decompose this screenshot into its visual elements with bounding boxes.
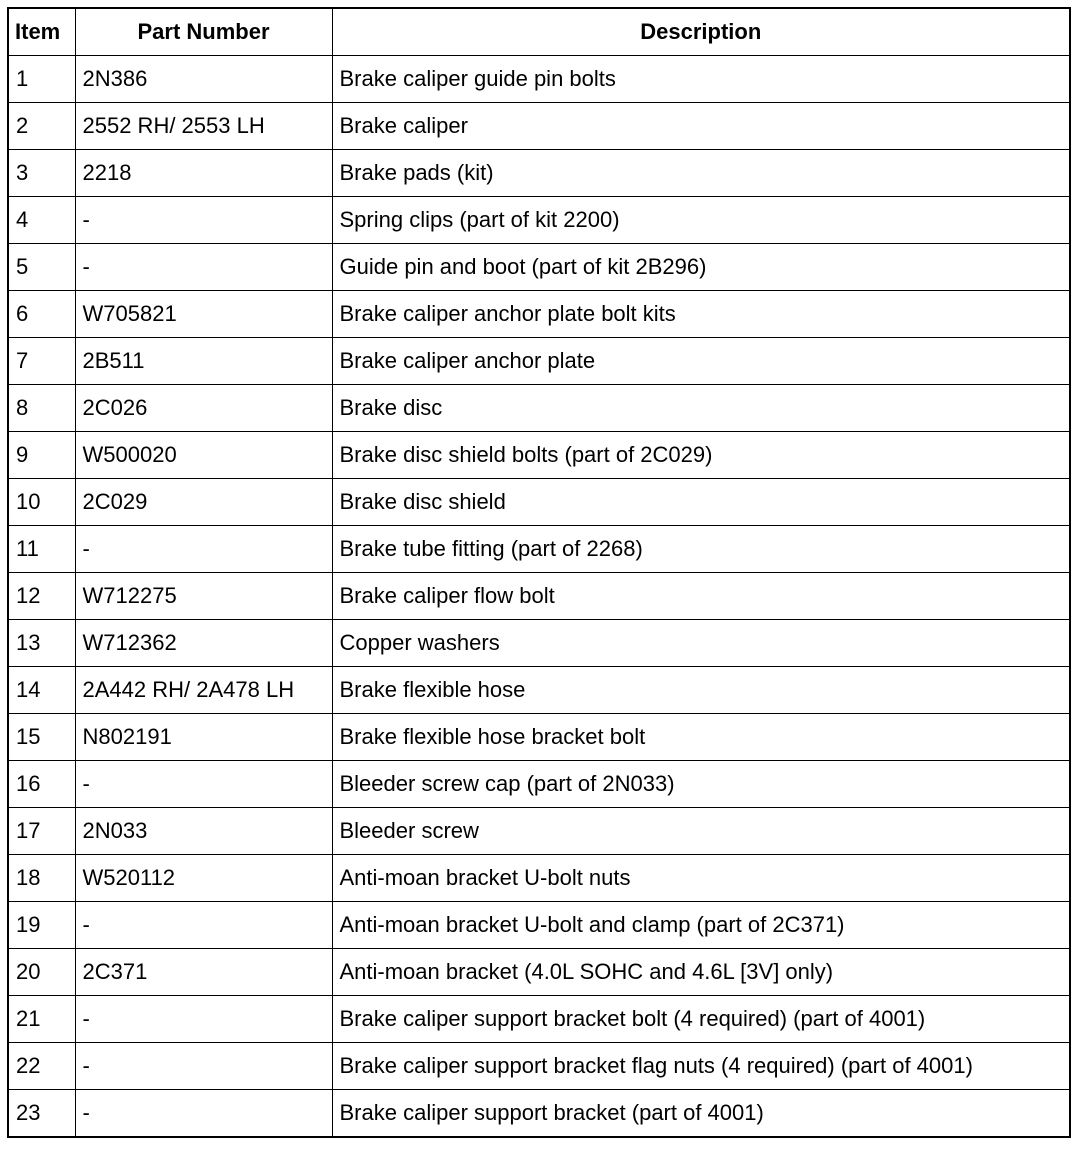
- table-row: [8, 808, 1070, 855]
- cell-part-number: 2552 RH/ 2553 LH: [75, 103, 332, 150]
- cell-description: Brake disc shield: [332, 479, 1070, 526]
- header-row: [8, 8, 1070, 56]
- table-row: [8, 197, 1070, 244]
- cell-part-number: 2C029: [75, 479, 332, 526]
- cell-item: 12: [8, 573, 75, 620]
- cell-item: 3: [8, 150, 75, 197]
- cell-part-number: 2N033: [75, 808, 332, 855]
- cell-item: 14: [8, 667, 75, 714]
- cell-item: 7: [8, 338, 75, 385]
- cell-description: Spring clips (part of kit 2200): [332, 197, 1070, 244]
- table-row: [8, 996, 1070, 1043]
- cell-part-number: W712362: [75, 620, 332, 667]
- cell-item: 15: [8, 714, 75, 761]
- table-row: [8, 150, 1070, 197]
- cell-item: 5: [8, 244, 75, 291]
- cell-item: 2: [8, 103, 75, 150]
- cell-description: Brake tube fitting (part of 2268): [332, 526, 1070, 573]
- cell-part-number: -: [75, 996, 332, 1043]
- table-row: [8, 1043, 1070, 1090]
- table-row: [8, 432, 1070, 479]
- table-row: [8, 573, 1070, 620]
- cell-part-number: -: [75, 1090, 332, 1138]
- cell-description: Brake pads (kit): [332, 150, 1070, 197]
- cell-item: 4: [8, 197, 75, 244]
- column-header-item: Item: [8, 8, 75, 56]
- cell-item: 21: [8, 996, 75, 1043]
- table-row: [8, 526, 1070, 573]
- cell-description: Anti-moan bracket (4.0L SOHC and 4.6L [3V] only): [332, 949, 1070, 996]
- table-row: [8, 244, 1070, 291]
- table-row: [8, 56, 1070, 103]
- cell-description: Brake disc shield bolts (part of 2C029): [332, 432, 1070, 479]
- cell-part-number: N802191: [75, 714, 332, 761]
- cell-item: 23: [8, 1090, 75, 1138]
- table-row: [8, 902, 1070, 949]
- cell-part-number: -: [75, 244, 332, 291]
- cell-part-number: W500020: [75, 432, 332, 479]
- cell-item: 16: [8, 761, 75, 808]
- cell-item: 13: [8, 620, 75, 667]
- cell-part-number: 2A442 RH/ 2A478 LH: [75, 667, 332, 714]
- cell-item: 6: [8, 291, 75, 338]
- cell-description: Brake caliper flow bolt: [332, 573, 1070, 620]
- cell-part-number: 2C026: [75, 385, 332, 432]
- table-row: [8, 949, 1070, 996]
- cell-part-number: 2218: [75, 150, 332, 197]
- parts-table: [7, 7, 1071, 1138]
- cell-description: Bleeder screw: [332, 808, 1070, 855]
- column-header-part-number: Part Number: [75, 8, 332, 56]
- table-row: [8, 761, 1070, 808]
- cell-item: 9: [8, 432, 75, 479]
- cell-item: 8: [8, 385, 75, 432]
- cell-part-number: 2B511: [75, 338, 332, 385]
- cell-item: 18: [8, 855, 75, 902]
- table-body: [8, 56, 1070, 1138]
- cell-description: Brake caliper support bracket bolt (4 required) (part of 4001): [332, 996, 1070, 1043]
- cell-part-number: -: [75, 526, 332, 573]
- cell-part-number: -: [75, 902, 332, 949]
- cell-description: Guide pin and boot (part of kit 2B296): [332, 244, 1070, 291]
- cell-part-number: 2C371: [75, 949, 332, 996]
- cell-part-number: -: [75, 761, 332, 808]
- cell-description: Brake caliper: [332, 103, 1070, 150]
- cell-description: Brake caliper anchor plate: [332, 338, 1070, 385]
- cell-description: Brake caliper support bracket flag nuts (4 required) (part of 4001): [332, 1043, 1070, 1090]
- cell-description: Brake caliper guide pin bolts: [332, 56, 1070, 103]
- cell-description: Bleeder screw cap (part of 2N033): [332, 761, 1070, 808]
- cell-description: Copper washers: [332, 620, 1070, 667]
- cell-description: Brake caliper anchor plate bolt kits: [332, 291, 1070, 338]
- cell-part-number: W520112: [75, 855, 332, 902]
- cell-part-number: 2N386: [75, 56, 332, 103]
- cell-item: 19: [8, 902, 75, 949]
- cell-item: 17: [8, 808, 75, 855]
- cell-item: 22: [8, 1043, 75, 1090]
- cell-item: 11: [8, 526, 75, 573]
- cell-item: 20: [8, 949, 75, 996]
- cell-part-number: W712275: [75, 573, 332, 620]
- table-row: [8, 620, 1070, 667]
- table-row: [8, 714, 1070, 761]
- cell-part-number: W705821: [75, 291, 332, 338]
- table-row: [8, 338, 1070, 385]
- table-row: [8, 855, 1070, 902]
- table-row: [8, 1090, 1070, 1138]
- table-row: [8, 385, 1070, 432]
- cell-part-number: -: [75, 1043, 332, 1090]
- table-row: [8, 667, 1070, 714]
- cell-part-number: -: [75, 197, 332, 244]
- table-row: [8, 479, 1070, 526]
- cell-description: Brake caliper support bracket (part of 4001): [332, 1090, 1070, 1138]
- cell-description: Brake disc: [332, 385, 1070, 432]
- cell-description: Brake flexible hose bracket bolt: [332, 714, 1070, 761]
- cell-description: Anti-moan bracket U-bolt and clamp (part of 2C371): [332, 902, 1070, 949]
- table-row: [8, 103, 1070, 150]
- cell-item: 10: [8, 479, 75, 526]
- cell-description: Brake flexible hose: [332, 667, 1070, 714]
- cell-item: 1: [8, 56, 75, 103]
- cell-description: Anti-moan bracket U-bolt nuts: [332, 855, 1070, 902]
- column-header-description: Description: [332, 8, 1070, 56]
- table-row: [8, 291, 1070, 338]
